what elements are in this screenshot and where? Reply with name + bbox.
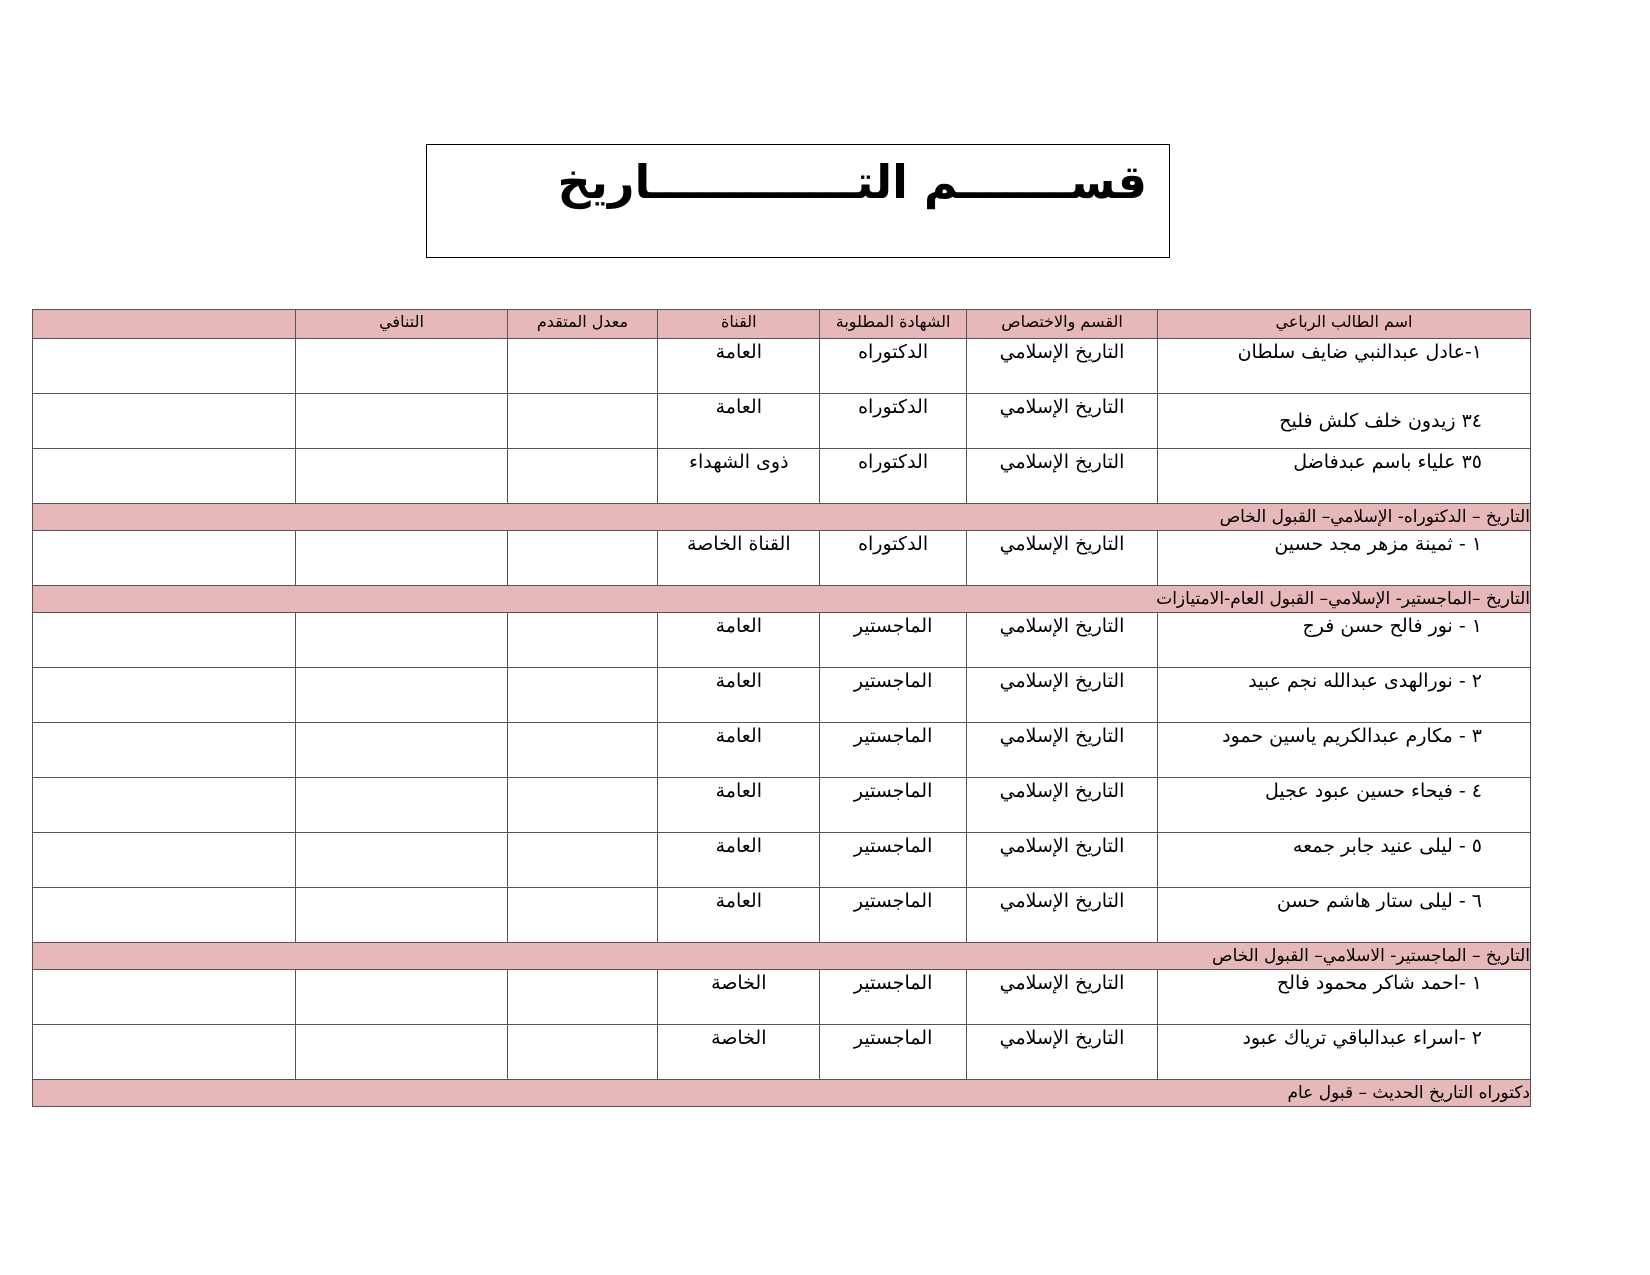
table-row [33, 833, 1531, 888]
student-average [507, 394, 658, 449]
student-channel: العامة [658, 778, 820, 833]
student-name: ١ - ثمينة مزهر مجد حسين [1158, 531, 1531, 586]
student-dept: التاريخ الإسلامي [967, 888, 1158, 943]
header-dept: القسم والاختصاص [967, 310, 1158, 339]
table-row [33, 778, 1531, 833]
table-row [33, 394, 1531, 449]
student-degree: الماجستير [820, 888, 967, 943]
student-average [507, 723, 658, 778]
student-degree: الماجستير [820, 970, 967, 1025]
title-box [426, 144, 1170, 258]
student-name: ٦ - ليلى ستار هاشم حسن [1158, 888, 1531, 943]
student-name: ٢ -اسراء عبدالباقي ترياك عبود [1158, 1025, 1531, 1080]
student-dept: التاريخ الإسلامي [967, 394, 1158, 449]
student-average [507, 833, 658, 888]
student-competition [296, 888, 507, 943]
student-dept: التاريخ الإسلامي [967, 668, 1158, 723]
student-competition [296, 970, 507, 1025]
student-competition [296, 449, 507, 504]
student-name: ٣٥ علياء باسم عبدفاضل [1158, 449, 1531, 504]
table-row [33, 531, 1531, 586]
section-heading-row [33, 1080, 1531, 1107]
table-header-row [33, 310, 1531, 339]
table-row [33, 723, 1531, 778]
student-channel: العامة [658, 394, 820, 449]
student-degree: الدكتوراه [820, 449, 967, 504]
student-dept: التاريخ الإسلامي [967, 970, 1158, 1025]
student-channel: العامة [658, 833, 820, 888]
student-name: ٣٤ زيدون خلف كلش فليح [1158, 394, 1531, 449]
student-extra [33, 668, 296, 723]
student-dept: التاريخ الإسلامي [967, 833, 1158, 888]
student-name: ١ -احمد شاكر محمود فالح [1158, 970, 1531, 1025]
student-degree: الماجستير [820, 778, 967, 833]
student-competition [296, 668, 507, 723]
table-row [33, 668, 1531, 723]
student-extra [33, 723, 296, 778]
student-extra [33, 613, 296, 668]
student-average [507, 613, 658, 668]
student-degree: الماجستير [820, 1025, 967, 1080]
student-dept: التاريخ الإسلامي [967, 339, 1158, 394]
student-dept: التاريخ الإسلامي [967, 778, 1158, 833]
section-heading: التاريخ –الماجستير- الإسلامي– القبول العام-الامتيازات [33, 586, 1531, 613]
table-row [33, 449, 1531, 504]
table-row [33, 970, 1531, 1025]
student-competition [296, 833, 507, 888]
student-average [507, 888, 658, 943]
student-competition [296, 778, 507, 833]
student-average [507, 449, 658, 504]
student-degree: الماجستير [820, 723, 967, 778]
student-name: ٥ - ليلى عنيد جابر جمعه [1158, 833, 1531, 888]
student-degree: الماجستير [820, 668, 967, 723]
student-extra [33, 531, 296, 586]
student-channel: العامة [658, 723, 820, 778]
student-competition [296, 339, 507, 394]
student-dept: التاريخ الإسلامي [967, 531, 1158, 586]
student-degree: الدكتوراه [820, 339, 967, 394]
student-competition [296, 394, 507, 449]
page-title: قســـــــم التـــــــــــــاريخ [557, 155, 1147, 209]
student-name: ٢ - نورالهدى عبدالله نجم عبيد [1158, 668, 1531, 723]
student-degree: الدكتوراه [820, 394, 967, 449]
student-channel: ذوى الشهداء [658, 449, 820, 504]
student-extra [33, 339, 296, 394]
section-heading-row [33, 943, 1531, 970]
student-competition [296, 531, 507, 586]
student-extra [33, 833, 296, 888]
student-dept: التاريخ الإسلامي [967, 613, 1158, 668]
student-dept: التاريخ الإسلامي [967, 449, 1158, 504]
student-channel: العامة [658, 668, 820, 723]
student-average [507, 970, 658, 1025]
student-competition [296, 1025, 507, 1080]
header-average: معدل المتقدم [507, 310, 658, 339]
student-name: ١ - نور فالح حسن فرج [1158, 613, 1531, 668]
student-degree: الدكتوراه [820, 531, 967, 586]
student-channel: العامة [658, 613, 820, 668]
header-channel: القناة [658, 310, 820, 339]
student-extra [33, 449, 296, 504]
student-average [507, 339, 658, 394]
table-row [33, 888, 1531, 943]
student-extra [33, 970, 296, 1025]
student-average [507, 778, 658, 833]
student-channel: الخاصة [658, 970, 820, 1025]
student-extra [33, 778, 296, 833]
student-extra [33, 394, 296, 449]
student-degree: الماجستير [820, 833, 967, 888]
roster-table [32, 309, 1531, 1107]
student-extra [33, 888, 296, 943]
student-extra [33, 1025, 296, 1080]
student-name: ٣ - مكارم عبدالكريم ياسين حمود [1158, 723, 1531, 778]
student-average [507, 531, 658, 586]
section-heading-row [33, 504, 1531, 531]
student-name: ١-عادل عبدالنبي ضايف سلطان [1158, 339, 1531, 394]
header-name: اسم الطالب الرباعي [1158, 310, 1531, 339]
student-name: ٤ - فيحاء حسين عبود عجيل [1158, 778, 1531, 833]
header-extra [33, 310, 296, 339]
student-competition [296, 723, 507, 778]
table-row [33, 1025, 1531, 1080]
table-row [33, 339, 1531, 394]
student-average [507, 1025, 658, 1080]
student-channel: العامة [658, 888, 820, 943]
student-degree: الماجستير [820, 613, 967, 668]
student-dept: التاريخ الإسلامي [967, 1025, 1158, 1080]
section-heading: التاريخ – الدكتوراه- الإسلامي– القبول الخاص [33, 504, 1531, 531]
student-channel: القناة الخاصة [658, 531, 820, 586]
header-degree: الشهادة المطلوبة [820, 310, 967, 339]
section-heading: دكتوراه التاريخ الحديث – قبول عام [33, 1080, 1531, 1107]
table-row [33, 613, 1531, 668]
student-channel: العامة [658, 339, 820, 394]
header-competition: التنافي [296, 310, 507, 339]
student-dept: التاريخ الإسلامي [967, 723, 1158, 778]
section-heading: التاريخ – الماجستير- الاسلامي– القبول الخاص [33, 943, 1531, 970]
student-channel: الخاصة [658, 1025, 820, 1080]
student-competition [296, 613, 507, 668]
student-average [507, 668, 658, 723]
section-heading-row [33, 586, 1531, 613]
